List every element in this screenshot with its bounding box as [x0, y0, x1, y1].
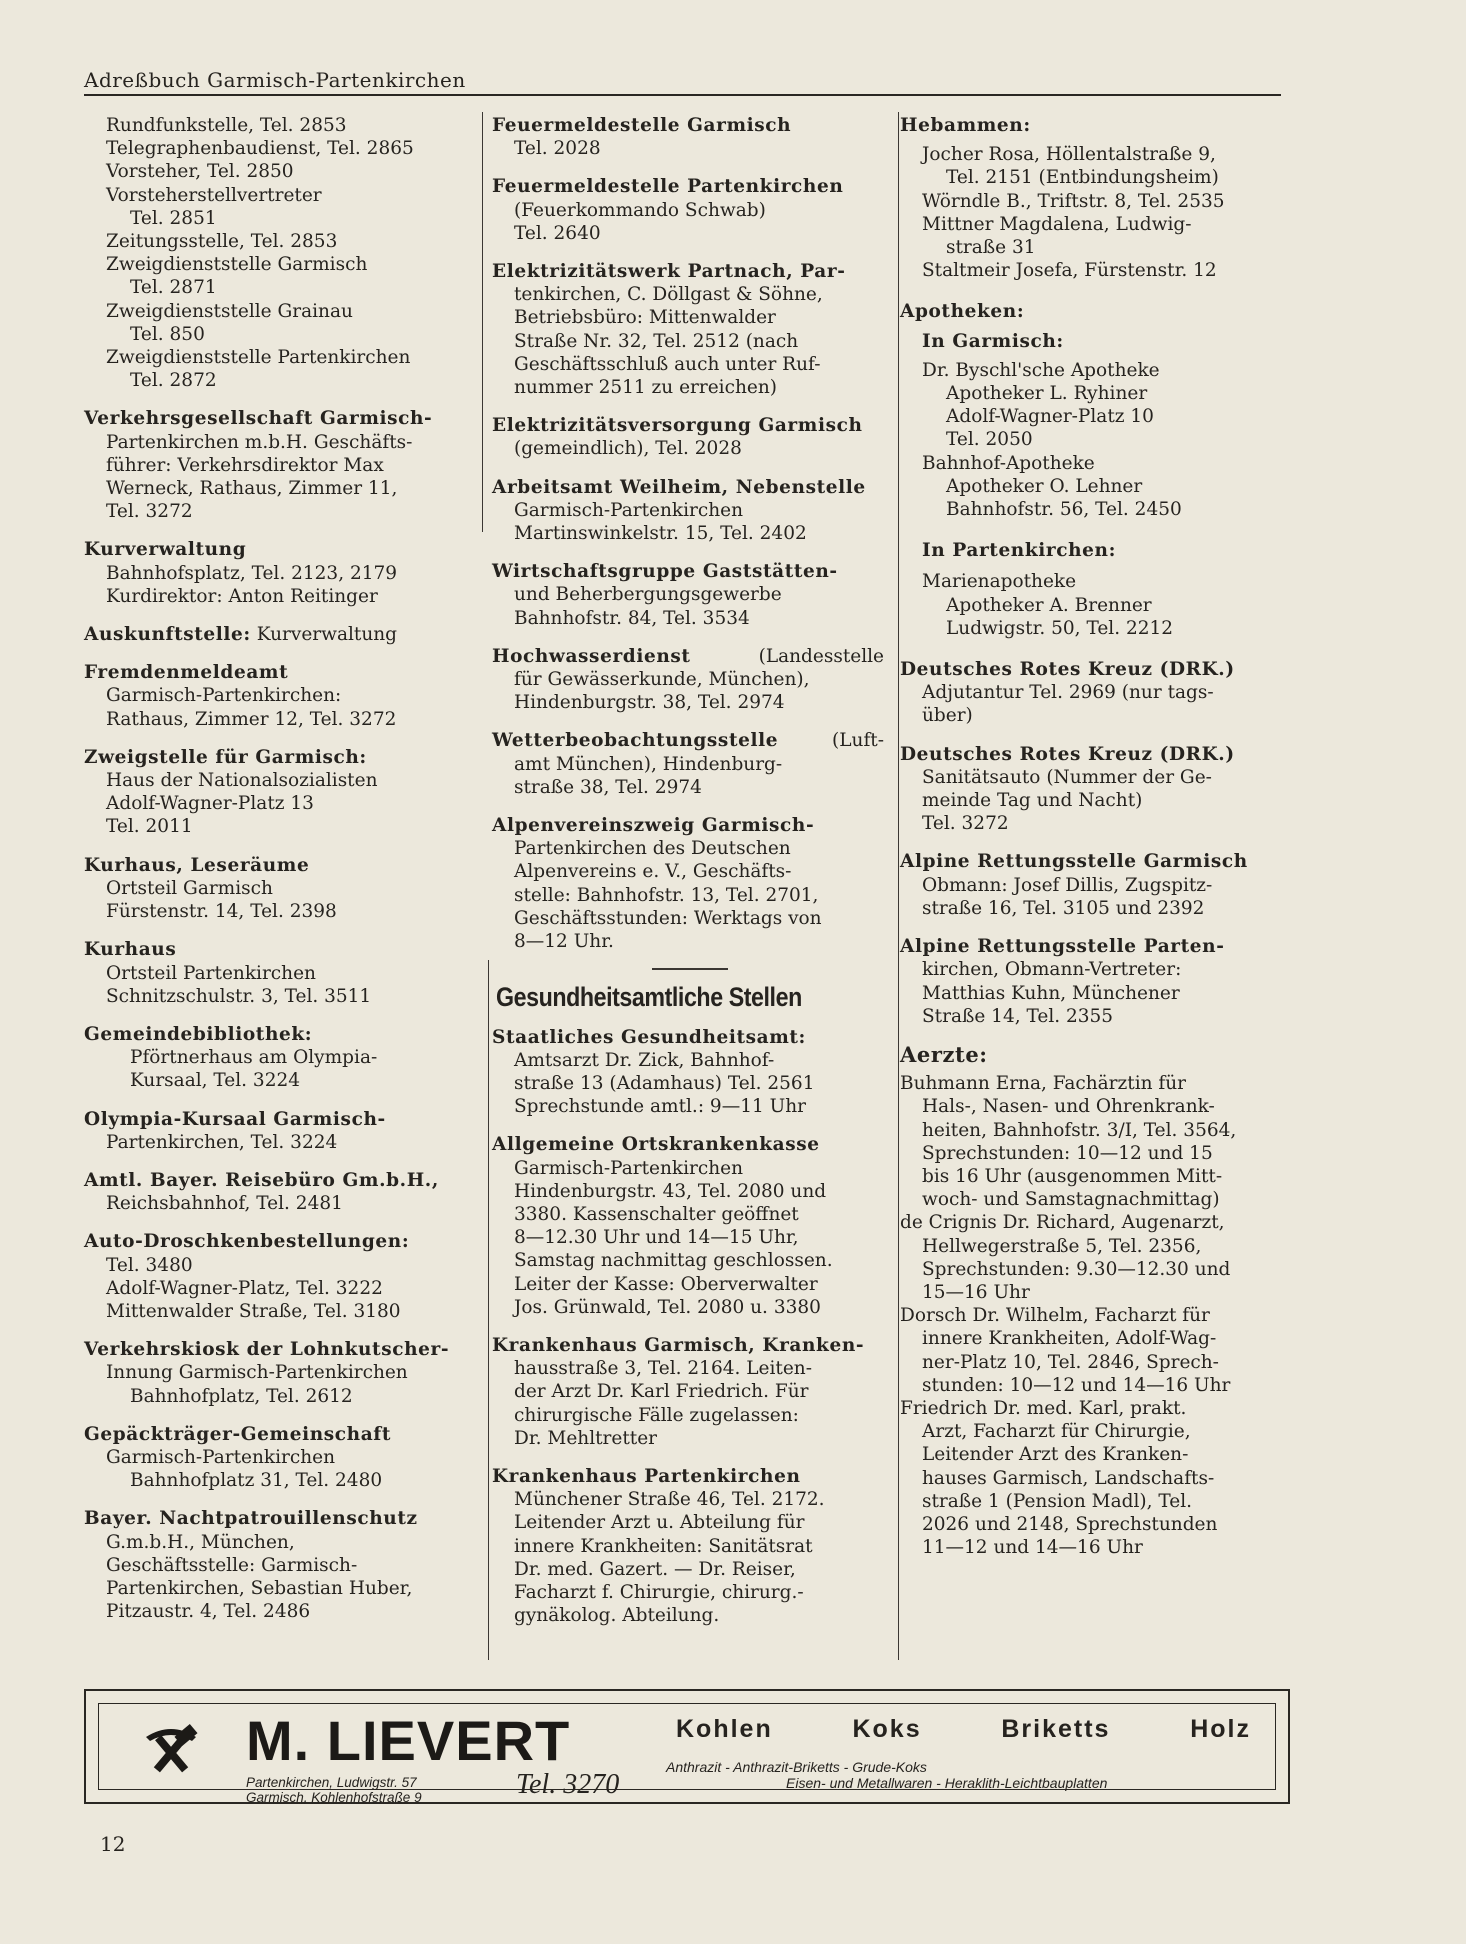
entry-line: G.m.b.H., München, [106, 1531, 295, 1553]
entry-line: Arzt, Facharzt für Chirurgie, [922, 1421, 1191, 1443]
address-line: Garmisch, Kohlenhofstraße 9 [246, 1790, 422, 1805]
entry-line: Bahnhofsplatz, Tel. 2123, 2179 [106, 562, 398, 584]
entry-line: Kurdirektor: Anton Reitinger [106, 585, 378, 607]
entry-line: Sanitätsauto (Nummer der Ge- [922, 766, 1212, 788]
entry-line: Tel. 2028 [514, 138, 601, 160]
entry-line: nummer 2511 zu erreichen) [514, 377, 777, 399]
directory-entry [492, 1133, 884, 1319]
column-1 [84, 114, 478, 1638]
entry-heading: Zweigstelle für Garmisch: [84, 746, 367, 768]
advertisement [84, 1689, 1290, 1804]
entry-line: Innung Garmisch-Partenkirchen [106, 1362, 408, 1384]
entry-line: Partenkirchen, Sebastian Huber, [106, 1577, 413, 1599]
entry-line: Partenkirchen des Deutschen [514, 838, 791, 860]
directory-entry [84, 1423, 478, 1493]
entry-line: 8—12 Uhr. [514, 931, 614, 953]
entry-line: Vorsteher, Tel. 2850 [106, 161, 294, 183]
entry-line: stelle: Bahnhofstr. 13, Tel. 2701, [514, 884, 819, 906]
entry-line: Adjutantur Tel. 2969 (nur tags- [922, 682, 1214, 704]
entry-line: Kursaal, Tel. 3224 [130, 1070, 301, 1092]
entry-heading: Hochwasserdienst [492, 645, 691, 667]
entry-line: Martinswinkelstr. 15, Tel. 2402 [514, 523, 807, 545]
entry-line: Vorsteherstellvertreter [106, 184, 322, 206]
entry-heading: Auskunftstelle: [84, 624, 251, 646]
entry-line: führer: Verkehrsdirektor Max [106, 454, 384, 476]
directory-entry [84, 114, 478, 392]
entry-line: Mittenwalder Straße, Tel. 3180 [106, 1300, 401, 1322]
entry-line: Tel. 2011 [106, 816, 193, 838]
directory-entry [492, 729, 884, 799]
advertiser-address [246, 1775, 422, 1805]
entry-line: Buhmann Erna, Fachärztin für [900, 1073, 1187, 1095]
product-list [676, 1715, 1251, 1744]
entry-heading: Elektrizitätswerk Partnach, Par- [492, 261, 846, 283]
entry-heading: Alpine Rettungsstelle Parten- [900, 936, 1225, 958]
entry-line: für Gewässerkunde, München), [514, 669, 810, 691]
subproduct-line: Eisen- und Metallwaren - Heraklith-Leichtbauplatten [786, 1775, 1108, 1791]
entry-line: Rathaus, Zimmer 12, Tel. 3272 [106, 708, 397, 730]
entry-line: (Landesstelle [758, 645, 884, 667]
entry-line: Facharzt f. Chirurgie, chirurg.- [514, 1581, 804, 1603]
directory-entry [900, 850, 1292, 920]
entry-line: Garmisch-Partenkirchen: [106, 685, 342, 707]
product-item: Kohlen [676, 1715, 773, 1743]
entry-line: Staltmeir Josefa, Fürstenstr. 12 [922, 260, 1217, 282]
directory-entry [84, 1230, 478, 1323]
entry-heading: Feuermeldestelle Garmisch [492, 115, 792, 136]
entry-line: Apotheker A. Brenner [946, 594, 1152, 616]
directory-entry [84, 1023, 478, 1093]
entry-line: Werneck, Rathaus, Zimmer 11, [106, 478, 398, 500]
entry-line: Dr. Mehltretter [514, 1427, 658, 1449]
entry-line: über) [922, 705, 973, 727]
directory-entry [900, 300, 1292, 323]
entry-line: straße 31 [946, 237, 1036, 259]
directory-entry [84, 1169, 478, 1215]
entry-line: Garmisch-Partenkirchen [106, 1446, 336, 1468]
entry-line: Pitzaustr. 4, Tel. 2486 [106, 1601, 311, 1623]
entry-heading: Alpine Rettungsstelle Garmisch [900, 851, 1248, 873]
entry-heading: Hebammen: [900, 115, 1031, 136]
entry-line: 8—12.30 Uhr und 14—15 Uhr, [514, 1227, 799, 1249]
entry-line: kirchen, Obmann-Vertreter: [922, 959, 1182, 981]
entry-line: Ludwigstr. 50, Tel. 2212 [946, 617, 1174, 639]
entry-line: Mittner Magdalena, Ludwig- [922, 213, 1192, 235]
entry-line: Wörndle B., Triftstr. 8, Tel. 2535 [922, 190, 1225, 212]
health-section [492, 1026, 884, 1628]
entry-heading: Verkehrsgesellschaft Garmisch- [84, 408, 433, 430]
directory-entry [84, 407, 478, 523]
entry-line: Hindenburgstr. 38, Tel. 2974 [514, 692, 785, 714]
entry-line: Hals-, Nasen- und Ohrenkrank- [922, 1096, 1215, 1118]
entry-line: Sprechstunden: 9.30—12.30 und [922, 1258, 1231, 1280]
directory-entry [84, 854, 478, 924]
entry-line: Zweigdienststelle Garmisch [106, 254, 368, 276]
entry-line: Zeitungsstelle, Tel. 2853 [106, 231, 338, 253]
entry-heading: Apotheken: [900, 301, 1025, 323]
page-number: 12 [100, 1832, 126, 1856]
entry-heading: Aerzte: [900, 1041, 988, 1067]
entry-heading: Deutsches Rotes Kreuz (DRK.) [900, 659, 1235, 681]
entry-line: Apotheker L. Ryhiner [946, 383, 1148, 405]
entry-line: hausstraße 3, Tel. 2164. Leiten- [514, 1358, 812, 1380]
entry-line: 3380. Kassenschalter geöffnet [514, 1203, 799, 1225]
entry-line: straße 38, Tel. 2974 [514, 776, 702, 798]
entry-heading: Kurhaus [84, 939, 177, 961]
entry-line: Garmisch-Partenkirchen [514, 499, 744, 521]
entry-line: Zweigdienststelle Partenkirchen [106, 347, 411, 369]
directory-entry [900, 658, 1292, 728]
entry-heading: Elektrizitätsversorgung Garmisch [492, 415, 863, 437]
entry-heading: Auto-Droschkenbestellungen: [84, 1231, 410, 1253]
entry-line: Bahnhofstr. 84, Tel. 3534 [514, 607, 750, 629]
directory-entry [492, 1334, 884, 1450]
entry-line: Telegraphenbaudienst, Tel. 2865 [106, 138, 414, 160]
entry-line: Reichsbahnhof, Tel. 2481 [106, 1193, 343, 1215]
entry-line: chirurgische Fälle zugelassen: [514, 1404, 799, 1426]
directory-entry [900, 1072, 1292, 1559]
directory-entry [492, 414, 884, 460]
directory-entry [900, 359, 1292, 521]
entry-line: Dr. Byschl'sche Apotheke [922, 359, 1160, 381]
advertiser-name: M. LIEVERT [246, 1709, 571, 1772]
entry-line: (Feuerkommando Schwab) [514, 199, 766, 221]
entry-line: innere Krankheiten, Adolf-Wag- [922, 1328, 1217, 1350]
directory-entry [492, 114, 884, 160]
entry-heading: Kurhaus, Leseräume [84, 854, 310, 876]
directory-entry [84, 661, 478, 731]
entry-line: Schnitzschulstr. 3, Tel. 3511 [106, 985, 372, 1007]
entry-heading: In Garmisch: [922, 330, 1064, 352]
column-2 [492, 114, 884, 1642]
entry-line: Sprechstunden: 10—12 und 15 [922, 1142, 1213, 1164]
entry-line: 2026 und 2148, Sprechstunden [922, 1513, 1218, 1535]
entry-heading: Krankenhaus Partenkirchen [492, 1465, 801, 1487]
product-item: Briketts [1001, 1715, 1111, 1743]
directory-entry [900, 539, 1292, 562]
entry-heading: Arbeitsamt Weilheim, Nebenstelle [492, 476, 866, 498]
directory-entry [900, 743, 1292, 836]
entry-line: Hellwegerstraße 5, Tel. 2356, [922, 1235, 1202, 1257]
entry-line: Dr. med. Gazert. — Dr. Reiser, [514, 1558, 796, 1580]
directory-entry [492, 260, 884, 399]
entry-line: Tel. 2872 [130, 370, 217, 392]
entry-line: 15—16 Uhr [922, 1281, 1030, 1303]
directory-entry [492, 175, 884, 245]
entry-line: Tel. 2871 [130, 277, 217, 299]
directory-entry [492, 560, 884, 630]
entry-line: Pförtnerhaus am Olympia- [130, 1047, 378, 1069]
entry-line: Sprechstunde amtl.: 9—11 Uhr [514, 1096, 806, 1118]
entry-line: hauses Garmisch, Landschafts- [922, 1467, 1215, 1489]
column-divider [488, 960, 489, 1660]
directory-entry [492, 476, 884, 546]
entry-heading: Amtl. Bayer. Reisebüro Gm.b.H., [84, 1169, 439, 1191]
entry-line: (Luft- [832, 730, 884, 752]
column-divider [482, 112, 483, 532]
entry-line: Adolf-Wagner-Platz 10 [946, 406, 1154, 428]
entry-line: Leiter der Kasse: Oberverwalter [514, 1273, 818, 1295]
entry-line: Hindenburgstr. 43, Tel. 2080 und [514, 1180, 827, 1202]
entry-line: Partenkirchen, Tel. 3224 [106, 1131, 338, 1153]
entry-line: Jocher Rosa, Höllentalstraße 9, [922, 144, 1216, 166]
entry-heading: Staatliches Gesundheitsamt: [492, 1026, 806, 1048]
entry-line: Bahnhofplatz, Tel. 2612 [130, 1385, 353, 1407]
entry-heading: Alpenvereinszweig Garmisch- [492, 815, 815, 837]
entry-line: tenkirchen, C. Döllgast & Söhne, [514, 284, 823, 306]
entry-line: Tel. 3272 [106, 501, 193, 523]
entry-line: Bahnhofplatz 31, Tel. 2480 [130, 1470, 383, 1492]
directory-entry [84, 538, 478, 608]
entry-heading: Wirtschaftsgruppe Gaststätten- [492, 561, 838, 583]
entry-line: Friedrich Dr. med. Karl, prakt. [900, 1397, 1187, 1419]
entry-line: Amtsarzt Dr. Zick, Bahnhof- [514, 1049, 775, 1071]
entry-line: Tel. 2640 [514, 222, 601, 244]
entry-line: Geschäftsstelle: Garmisch- [106, 1554, 358, 1576]
directory-entry [900, 114, 1292, 137]
entry-line: Zweigdienststelle Grainau [106, 300, 353, 322]
entry-line: Rundfunkstelle, Tel. 2853 [106, 115, 347, 136]
entry-heading: Gepäckträger-Gemeinschaft [84, 1423, 391, 1445]
entry-line: Straße Nr. 32, Tel. 2512 (nach [514, 330, 799, 352]
directory-entry [492, 645, 884, 715]
directory-entry [900, 1043, 1292, 1066]
entry-line: straße 16, Tel. 3105 und 2392 [922, 897, 1205, 919]
column-3 [900, 114, 1292, 1577]
entry-line: Adolf-Wagner-Platz 13 [106, 793, 314, 815]
entry-line: innere Krankheiten: Sanitätsrat [514, 1535, 813, 1557]
entry-line: Ortsteil Partenkirchen [106, 962, 316, 984]
directory-entry [900, 143, 1292, 282]
entry-line: Jos. Grünwald, Tel. 2080 u. 3380 [514, 1296, 821, 1318]
running-header: Adreßbuch Garmisch-Partenkirchen [84, 68, 1281, 96]
entry-line: heiten, Bahnhofstr. 3/I, Tel. 3564, [922, 1119, 1237, 1141]
entry-line: Fürstenstr. 14, Tel. 2398 [106, 901, 337, 923]
entry-heading: Deutsches Rotes Kreuz (DRK.) [900, 743, 1235, 765]
entry-line: Tel. 2851 [130, 207, 217, 229]
entry-line: Geschäftsschluß auch unter Ruf- [514, 353, 821, 375]
directory-entry [84, 1108, 478, 1154]
column-divider [898, 112, 899, 1660]
entry-heading: Wetterbeobachtungsstelle [492, 730, 779, 752]
entry-line: Münchener Straße 46, Tel. 2172. [514, 1489, 825, 1511]
entry-line: Haus der Nationalsozialisten [106, 770, 378, 792]
entry-line: meinde Tag und Nacht) [922, 790, 1143, 812]
directory-entry [84, 938, 478, 1008]
entry-line: Matthias Kuhn, Münchener [922, 982, 1180, 1004]
entry-line: 11—12 und 14—16 Uhr [922, 1537, 1143, 1559]
entry-line: straße 1 (Pension Madl), Tel. [922, 1490, 1193, 1512]
entry-heading: Kurverwaltung [84, 539, 247, 561]
entry-line: Adolf-Wagner-Platz, Tel. 3222 [106, 1277, 383, 1299]
section-divider [652, 968, 728, 970]
entry-line: Betriebsbüro: Mittenwalder [514, 307, 776, 329]
product-item: Koks [852, 1715, 922, 1743]
entry-heading: Allgemeine Ortskrankenkasse [492, 1134, 820, 1156]
directory-entry [492, 1465, 884, 1627]
entry-line: Obmann: Josef Dillis, Zugspitz- [922, 874, 1213, 896]
subproduct-line: Anthrazit - Anthrazit-Briketts - Grude-Koks [666, 1759, 927, 1775]
entry-line: straße 13 (Adamhaus) Tel. 2561 [514, 1072, 815, 1094]
entry-heading: Gemeindebibliothek: [84, 1023, 313, 1045]
entry-line: Straße 14, Tel. 2355 [922, 1005, 1114, 1027]
advertiser-subproducts [666, 1759, 1107, 1791]
entry-line: Kurverwaltung [250, 624, 398, 646]
directory-entry [900, 330, 1292, 353]
entry-line: Geschäftsstunden: Werktags von [514, 907, 822, 929]
entry-line: Tel. 2050 [946, 429, 1033, 451]
directory-entry [900, 935, 1292, 1028]
directory-entry [900, 570, 1292, 640]
entry-line: Tel. 850 [130, 323, 205, 345]
entry-line: und Beherbergungsgewerbe [514, 584, 782, 606]
entry-line: de Crignis Dr. Richard, Augenarzt, [900, 1212, 1225, 1234]
entry-line: stunden: 10—12 und 14—16 Uhr [922, 1374, 1231, 1396]
entry-heading: Krankenhaus Garmisch, Kranken- [492, 1334, 865, 1356]
directory-entry [492, 814, 884, 953]
directory-entry [84, 623, 478, 646]
entry-heading: Bayer. Nachtpatrouillenschutz [84, 1508, 418, 1530]
directory-entry [84, 746, 478, 839]
entry-line: bis 16 Uhr (ausgenommen Mitt- [922, 1165, 1223, 1187]
entry-line: Leitender Arzt u. Abteilung für [514, 1512, 805, 1534]
entry-line: Alpenvereins e. V., Geschäfts- [514, 861, 792, 883]
entry-line: Tel. 3272 [922, 813, 1009, 835]
entry-heading: Olympia-Kursaal Garmisch- [84, 1108, 386, 1130]
hammer-and-pick-icon [142, 1723, 200, 1777]
entry-line: Leitender Arzt des Kranken- [922, 1444, 1189, 1466]
entry-heading: In Partenkirchen: [922, 540, 1117, 562]
entry-line: Bahnhofstr. 56, Tel. 2450 [946, 499, 1182, 521]
directory-entry [84, 1338, 478, 1408]
directory-entry [492, 1026, 884, 1119]
entry-line: Tel. 2151 (Entbindungsheim) [946, 167, 1219, 189]
entry-line: Marienapotheke [922, 571, 1077, 593]
entry-line: gynäkolog. Abteilung. [514, 1605, 720, 1627]
product-item: Holz [1190, 1715, 1251, 1743]
entry-line: amt München), Hindenburg- [514, 753, 783, 775]
entry-line: (gemeindlich), Tel. 2028 [514, 438, 742, 460]
entry-line: Apotheker O. Lehner [946, 475, 1143, 497]
entry-heading: Verkehrskiosk der Lohnkutscher- [84, 1339, 450, 1361]
entry-line: Dorsch Dr. Wilhelm, Facharzt für [900, 1305, 1210, 1327]
directory-entry [84, 1507, 478, 1623]
entry-heading: Feuermeldestelle Partenkirchen [492, 176, 844, 198]
entry-line: Bahnhof-Apotheke [922, 452, 1095, 474]
entry-line: Tel. 3480 [106, 1254, 193, 1276]
entry-line: ner-Platz 10, Tel. 2846, Sprech- [922, 1351, 1219, 1373]
address-line: Partenkirchen, Ludwigstr. 57 [246, 1775, 417, 1790]
entry-line: Garmisch-Partenkirchen [514, 1157, 744, 1179]
entry-line: der Arzt Dr. Karl Friedrich. Für [514, 1381, 809, 1403]
entry-heading: Fremdenmeldeamt [84, 662, 289, 684]
section-title: Gesundheitsamtliche Stellen [496, 982, 802, 1013]
entry-line: Partenkirchen m.b.H. Geschäfts- [106, 431, 413, 453]
entry-line: woch- und Samstagnachmittag) [922, 1189, 1220, 1211]
entry-line: Samstag nachmittag geschlossen. [514, 1250, 833, 1272]
advertiser-telephone: Tel. 3270 [516, 1769, 620, 1800]
entry-line: Ortsteil Garmisch [106, 877, 273, 899]
